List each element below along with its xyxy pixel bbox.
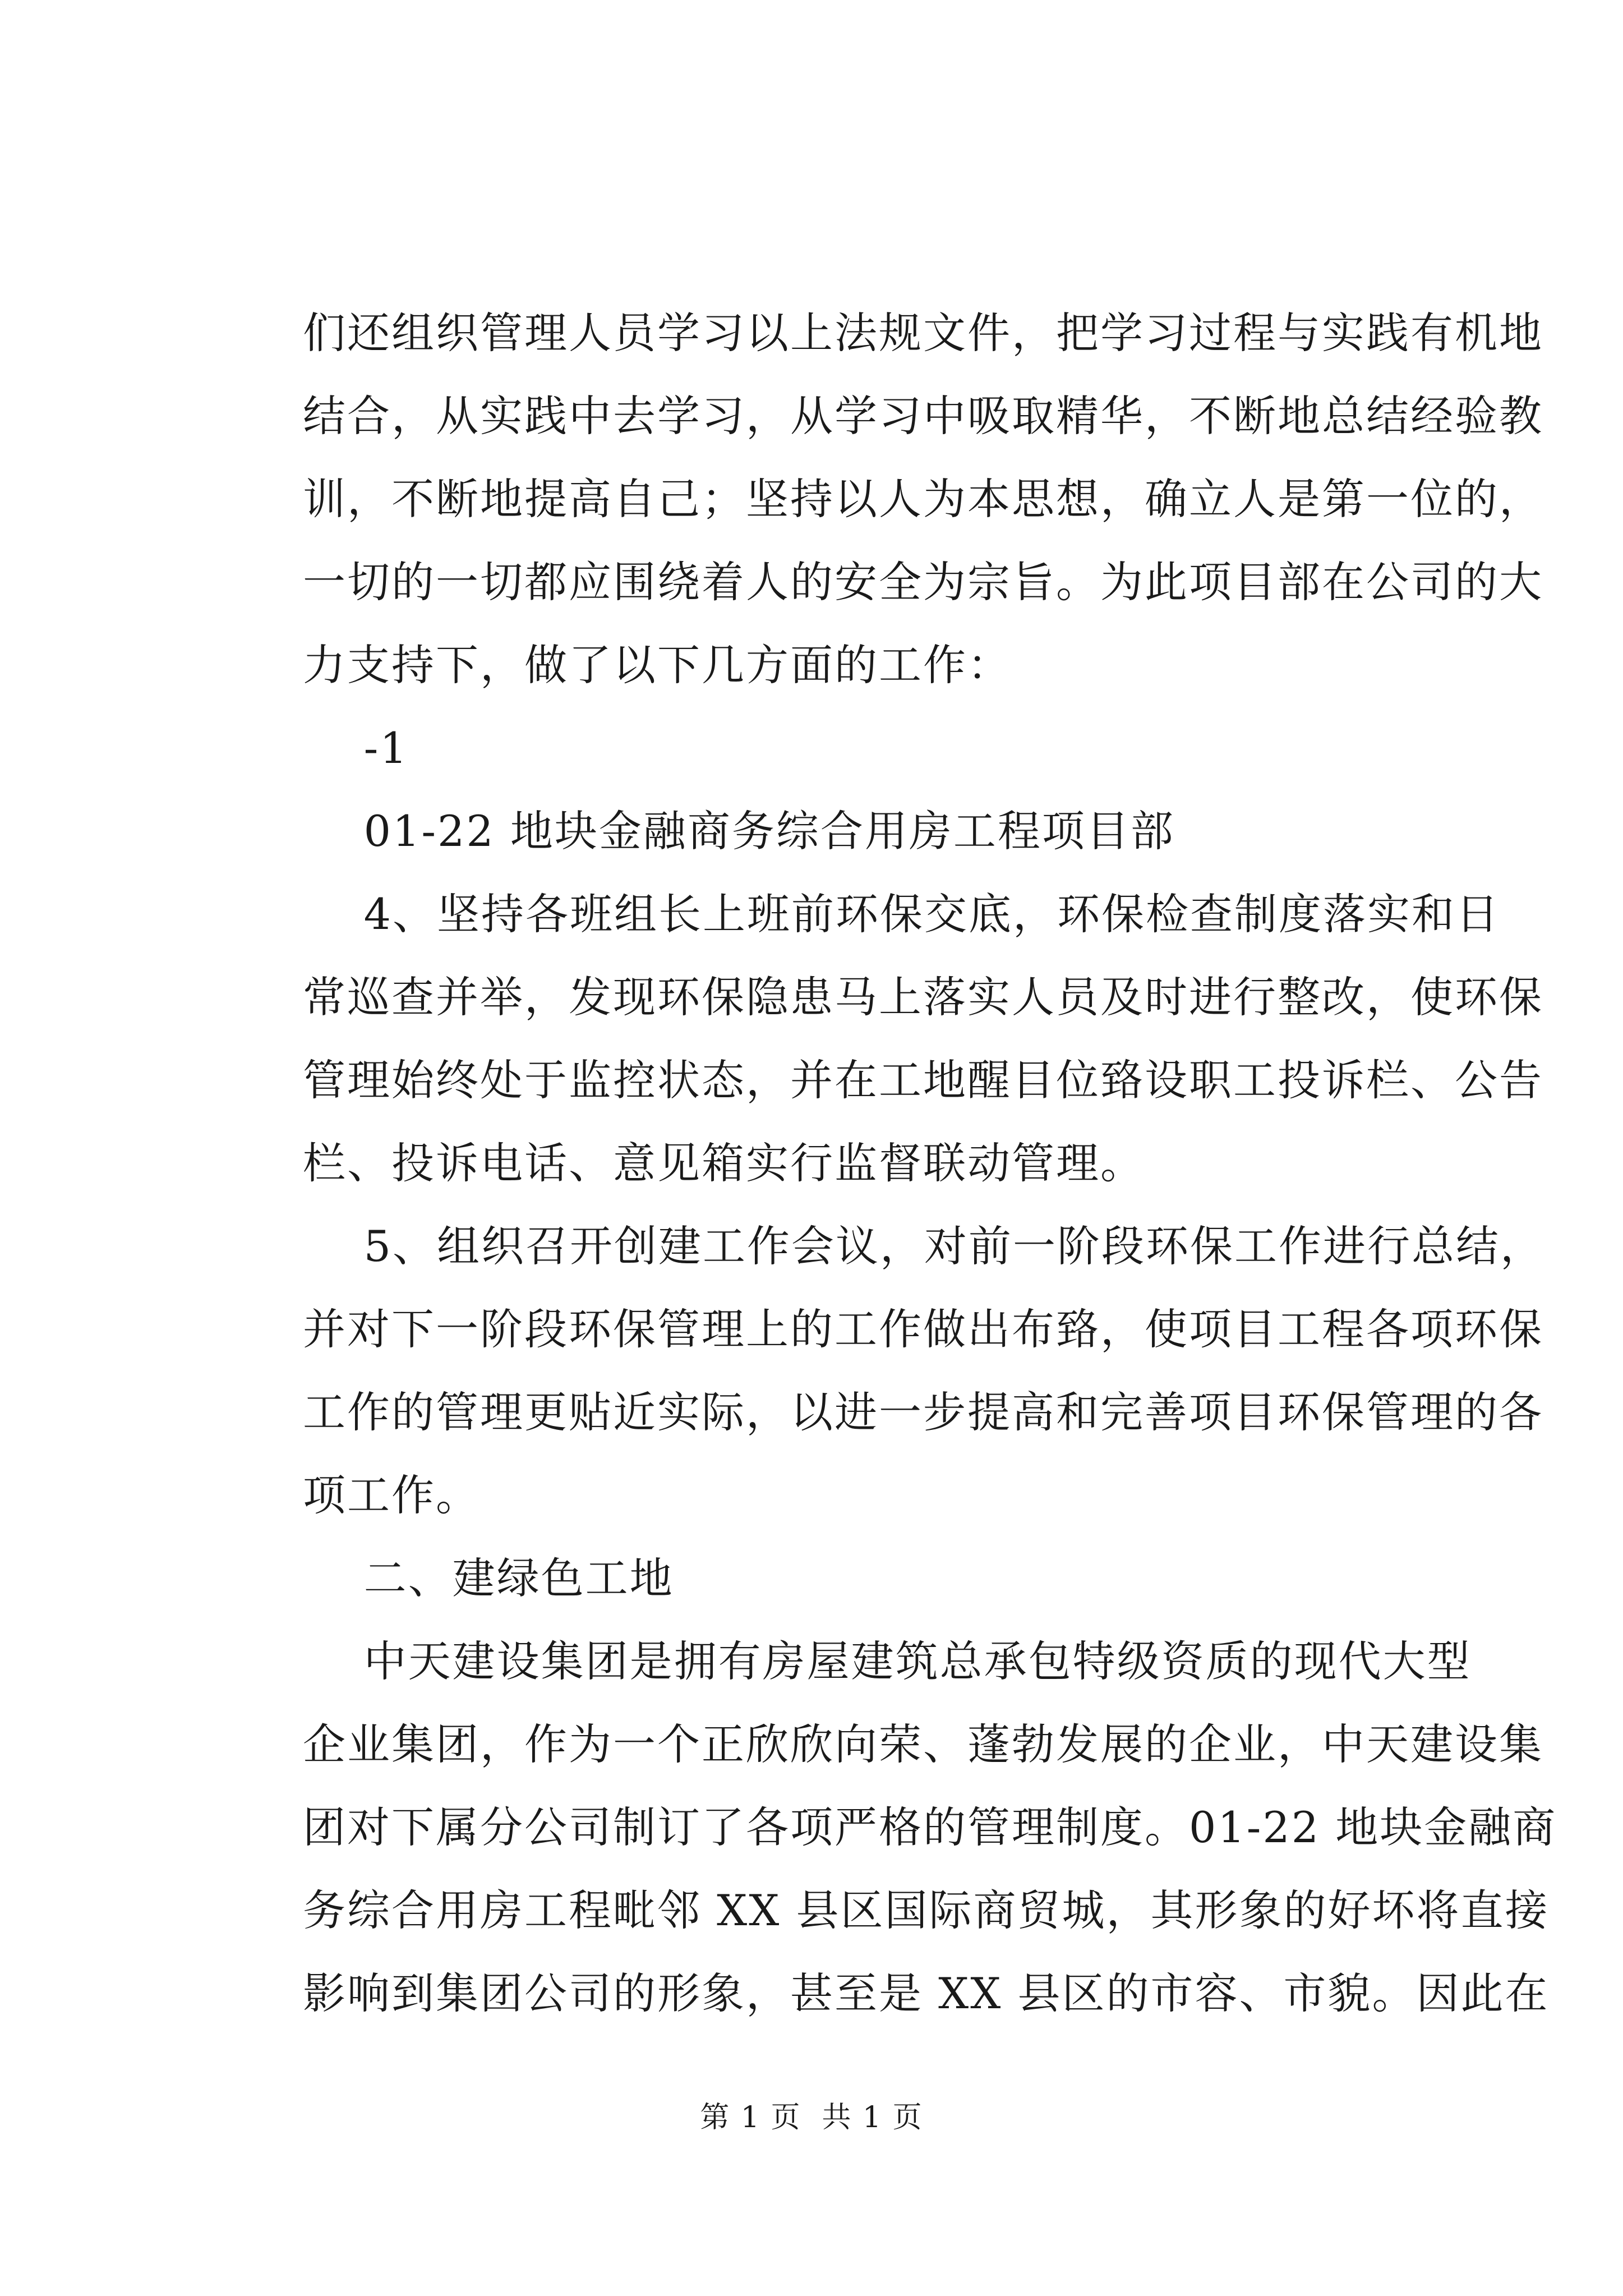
text-line: 并对下一阶段环保管理上的工作做出布臵，使项目工程各项环保 (303, 1304, 1543, 1354)
text-line: 项工作。 (303, 1470, 480, 1520)
text-line: 结合，从实践中去学习，从学习中吸取精华，不断地总结经验教 (303, 391, 1543, 441)
text-line: 力支持下，做了以下几方面的工作： (303, 640, 1012, 690)
section-heading: 二、建绿色工地 (303, 1553, 674, 1603)
text-line: 01-22 地块金融商务综合用房工程项目部 (303, 806, 1175, 856)
text-line: 5、组织召开创建工作会议，对前一阶段环保工作进行总结， (303, 1221, 1544, 1271)
page-footer (0, 2098, 1623, 2137)
text-line: 栏、投诉电话、意见箱实行监督联动管理。 (303, 1138, 1145, 1188)
text-line: -1 (303, 723, 409, 773)
text-line: 企业集团，作为一个正欣欣向荣、蓬勃发展的企业，中天建设集 (303, 1719, 1543, 1769)
page-number-label: 第 1 页 共 1 页 (700, 2101, 923, 2134)
text-line: 一切的一切都应围绕着人的安全为宗旨。为此项目部在公司的大 (303, 557, 1543, 607)
text-line: 工作的管理更贴近实际，以进一步提高和完善项目环保管理的各 (303, 1387, 1543, 1437)
text-line: 中天建设集团是拥有房屋建筑总承包特级资质的现代大型 (303, 1636, 1472, 1686)
document-body (303, 292, 1557, 2035)
text-line: 管理始终处于监控状态，并在工地醒目位臵设职工投诉栏、公告 (303, 1055, 1543, 1105)
text-line: 们还组织管理人员学习以上法规文件，把学习过程与实践有机地 (303, 308, 1543, 358)
text-line: 训，不断地提高自己；坚持以人为本思想，确立人是第一位的， (303, 474, 1543, 524)
text-line: 常巡查并举，发现环保隐患马上落实人员及时进行整改，使环保 (303, 972, 1543, 1022)
text-line: 4、坚持各班组长上班前环保交底，环保检查制度落实和日 (303, 889, 1500, 939)
text-line: 务综合用房工程毗邻 XX 县区国际商贸城，其形象的好坏将直接 (303, 1885, 1550, 1935)
text-line: 团对下属分公司制订了各项严格的管理制度。01-22 地块金融商 (303, 1802, 1557, 1852)
text-line: 影响到集团公司的形象，甚至是 XX 县区的市容、市貌。因此在 (303, 1968, 1550, 2018)
